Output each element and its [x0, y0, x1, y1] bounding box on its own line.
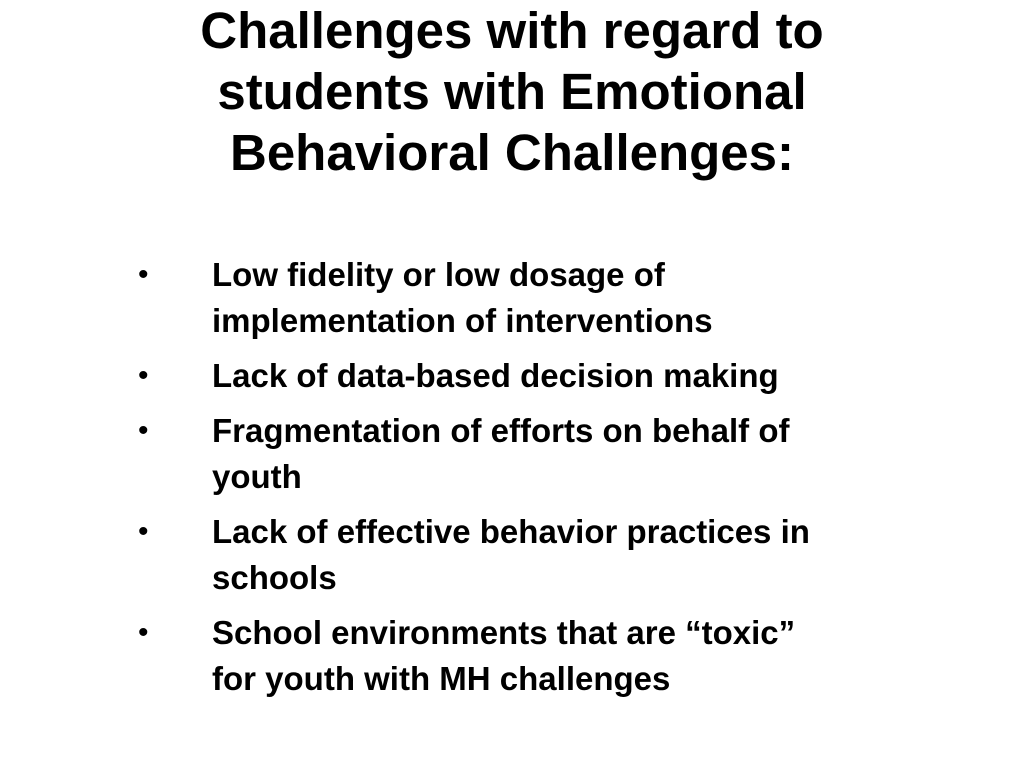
bullet-line: implementation of interventions [212, 302, 713, 339]
bullet-text [212, 252, 972, 344]
bullet-line: schools [212, 559, 337, 596]
bullet-text [212, 353, 972, 399]
bullet-item-3 [0, 408, 1024, 500]
title-line-1: Challenges with regard to [200, 2, 824, 59]
bullet-dot-icon: • [138, 515, 149, 548]
slide-title [40, 0, 984, 183]
bullet-list [0, 252, 1024, 711]
bullet-line: Fragmentation of efforts on behalf of [212, 412, 790, 449]
bullet-line: School environments that are “toxic” [212, 614, 796, 651]
bullet-line: Lack of effective behavior practices in [212, 513, 810, 550]
title-line-3: Behavioral Challenges: [229, 124, 794, 181]
bullet-line: youth [212, 458, 302, 495]
bullet-dot-icon: • [138, 616, 149, 649]
bullet-line: Lack of data-based decision making [212, 357, 779, 394]
bullet-line: for youth with MH challenges [212, 660, 671, 697]
title-line-2: students with Emotional [217, 63, 807, 120]
bullet-text [212, 509, 972, 601]
bullet-item-1 [0, 252, 1024, 344]
bullet-item-2 [0, 353, 1024, 399]
bullet-dot-icon: • [138, 414, 149, 447]
bullet-dot-icon: • [138, 359, 149, 392]
bullet-line: Low fidelity or low dosage of [212, 256, 665, 293]
bullet-text [212, 408, 972, 500]
bullet-item-4 [0, 509, 1024, 601]
bullet-item-5 [0, 610, 1024, 702]
bullet-dot-icon: • [138, 258, 149, 291]
bullet-text [212, 610, 972, 702]
